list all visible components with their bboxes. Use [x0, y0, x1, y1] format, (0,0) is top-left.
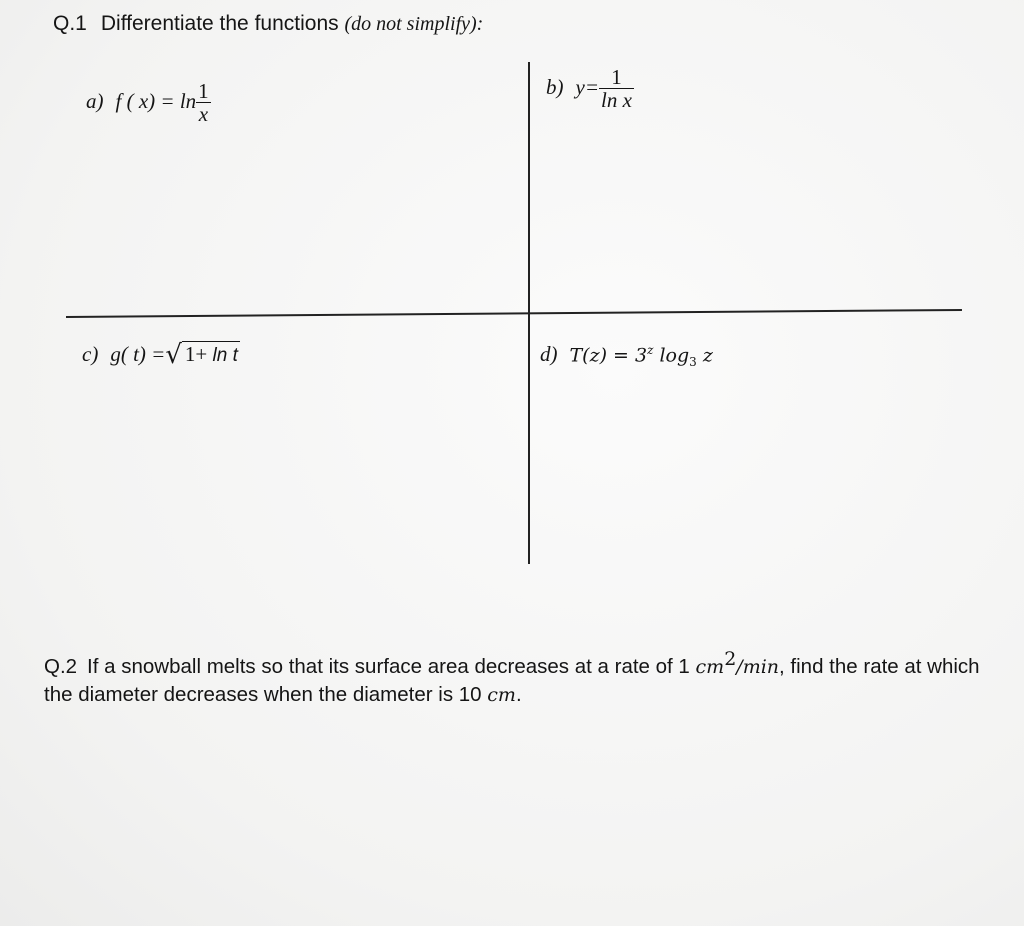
part-b-numerator: 1: [599, 66, 634, 89]
part-b-fraction: [599, 66, 634, 112]
question-2-text-b: , find the rate at which the diameter decreases when the diameter is 10: [44, 654, 980, 706]
part-a-fraction: [196, 80, 211, 126]
part-b-denominator: ln x: [601, 88, 632, 113]
radicand-term: 1+: [184, 342, 213, 366]
part-a-lhs: f ( x) = ln: [115, 88, 197, 113]
part-d-label: d): [540, 342, 558, 367]
part-d-argument: z: [696, 344, 713, 367]
horizontal-divider: [66, 309, 962, 318]
part-c-label: c): [82, 342, 99, 366]
part-a-numerator: 1: [198, 79, 209, 103]
radicand-log-term: ln t: [212, 345, 238, 366]
question-1-instruction: Differentiate the functions: [100, 12, 339, 35]
square-root: [165, 341, 240, 368]
question-1-number: Q.1: [53, 12, 87, 35]
question-2: [44, 646, 1004, 709]
part-d-log-base: 3: [689, 355, 697, 370]
question-2-length-unit: cm: [487, 683, 516, 706]
part-b-lhs: y=: [575, 74, 599, 99]
part-c-lhs: g( t) =: [110, 342, 166, 366]
question-1-heading: [53, 12, 483, 36]
part-a: [86, 80, 211, 126]
question-1-note: (do not simplify):: [344, 13, 484, 35]
question-2-number: Q.2: [44, 654, 78, 678]
part-b: [546, 66, 634, 112]
part-d-lhs: T(z) = 3: [569, 344, 648, 367]
part-d-exponent: z: [647, 343, 654, 357]
part-a-denominator: x: [198, 102, 209, 127]
part-a-label: a): [86, 88, 104, 113]
question-2-text-c: .: [515, 682, 522, 706]
question-2-text-a: If a snowball melts so that its surface area decreases at a rate of 1: [87, 654, 696, 678]
question-2-rate-exponent: 2: [724, 648, 737, 670]
question-2-rate-unit-denominator: /min: [736, 655, 780, 678]
radicand: [182, 341, 240, 365]
part-d: [540, 344, 713, 368]
radical-sign: √: [165, 340, 182, 370]
part-d-log: log: [653, 344, 690, 367]
part-c: [82, 341, 240, 368]
question-2-rate-unit: cm: [695, 655, 725, 678]
part-b-label: b): [546, 74, 564, 99]
